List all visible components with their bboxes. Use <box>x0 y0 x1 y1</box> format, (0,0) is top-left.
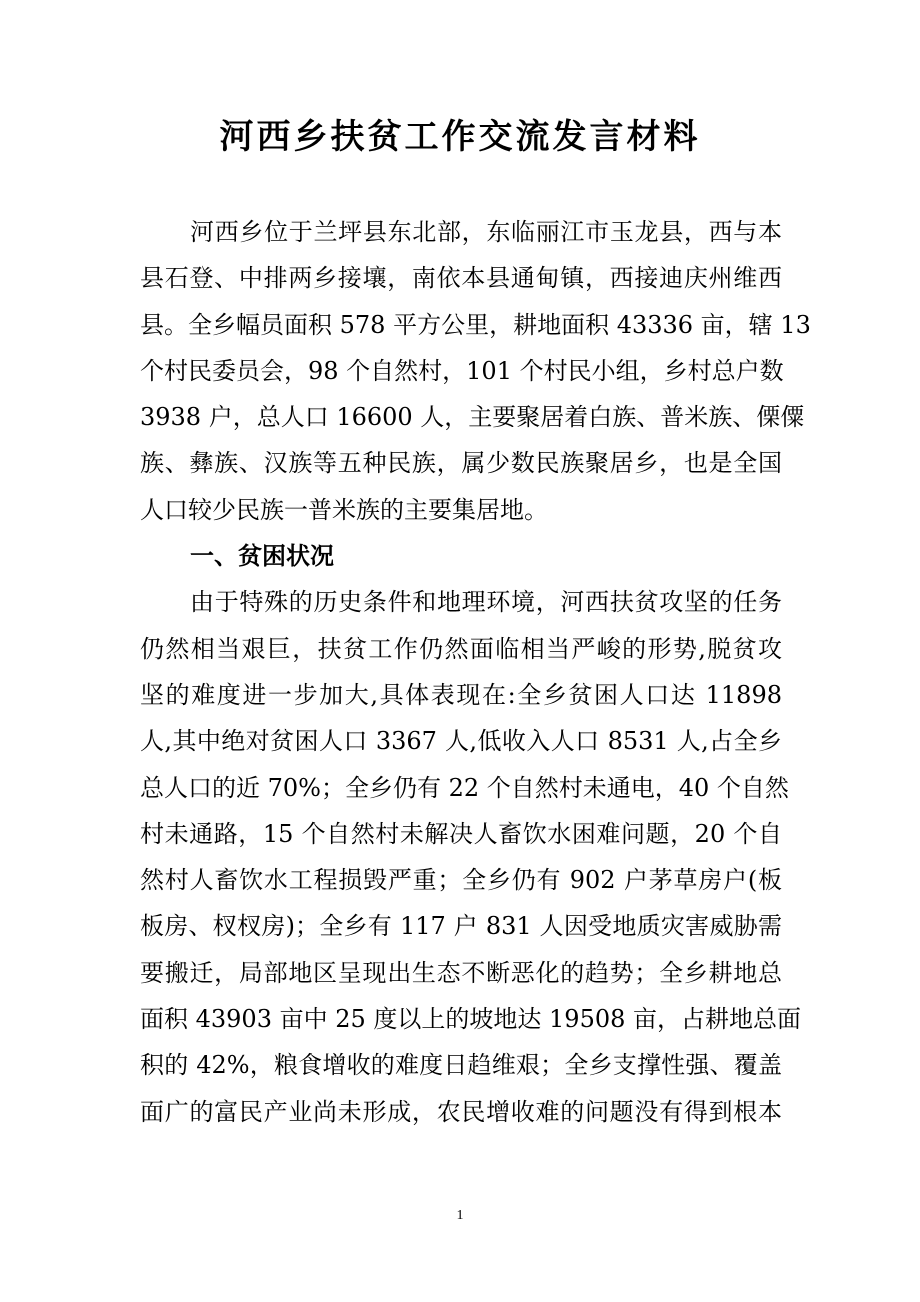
paragraph-line: 积的 42%，粮食增收的难度日趋维艰；全乡支撑性强、覆盖 <box>140 1051 782 1080</box>
paragraph-line: 然村人畜饮水工程损毁严重；全乡仍有 902 户茅草房户(板 <box>140 866 782 895</box>
paragraph-line: 要搬迁，局部地区呈现出生态不断恶化的趋势；全乡耕地总 <box>140 958 782 987</box>
paragraph-line: 3938 户，总人口 16600 人，主要聚居着白族、普米族、傈僳 <box>140 403 805 432</box>
paragraph-line: 人口较少民族一普米族的主要集居地。 <box>140 495 548 524</box>
paragraph-line: 族、彝族、汉族等五种民族，属少数民族聚居乡，也是全国 <box>140 449 782 478</box>
paragraph-line: 个村民委员会，98 个自然村，101 个村民小组，乡村总户数 <box>140 356 784 385</box>
paragraph-line: 坚的难度进一步加大,具体表现在:全乡贫困人口达 11898 <box>140 680 782 709</box>
paragraph-line: 总人口的近 70%；全乡仍有 22 个自然村未通电，40 个自然 <box>140 773 789 802</box>
paragraph-line: 县。全乡幅员面积 578 平方公里，耕地面积 43336 亩，辖 13 <box>140 310 811 339</box>
paragraph-line: 面广的富民产业尚未形成，农民增收难的问题没有得到根本 <box>140 1097 782 1126</box>
document-title: 河西乡扶贫工作交流发言材料 <box>219 117 701 157</box>
paragraph-line: 河西乡位于兰坪县东北部，东临丽江市玉龙县，西与本 <box>190 218 782 246</box>
document-body <box>140 209 811 1135</box>
paragraph-line: 人,其中绝对贫困人口 3367 人,低收入人口 8531 人,占全乡 <box>140 727 782 756</box>
section-heading: 一、贫困状况 <box>190 541 334 571</box>
paragraph-line: 村未通路，15 个自然村未解决人畜饮水困难问题，20 个自 <box>140 819 782 848</box>
paragraph-line: 县石登、中排两乡接壤，南依本县通甸镇，西接迪庆州维西 <box>140 264 782 293</box>
paragraph-line: 仍然相当艰巨，扶贫工作仍然面临相当严峻的形势,脱贫攻 <box>140 634 782 663</box>
paragraph-line: 由于特殊的历史条件和地理环境，河西扶贫攻坚的任务 <box>190 588 782 617</box>
page-number: 1 <box>456 1208 464 1223</box>
paragraph-line: 板房、杈杈房)；全乡有 117 户 831 人因受地质灾害威胁需 <box>140 912 782 941</box>
paragraph-line: 面积 43903 亩中 25 度以上的坡地达 19508 亩，占耕地总面 <box>140 1005 802 1034</box>
